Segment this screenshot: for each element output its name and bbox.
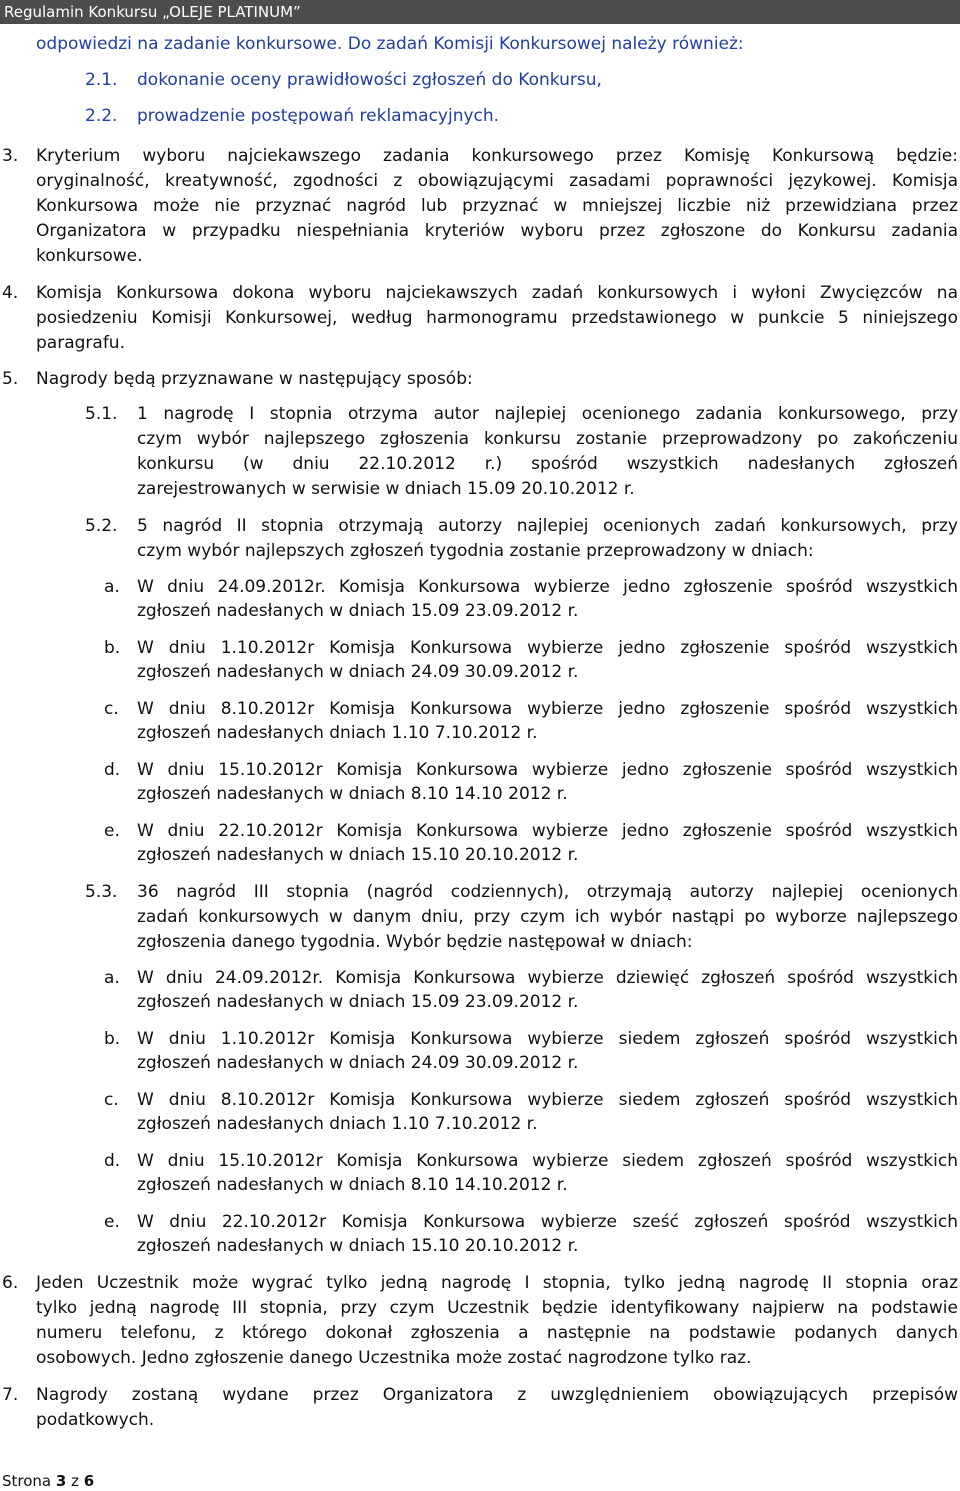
list-letter: b. [104, 638, 121, 658]
list-item-line: W dniu 15.10.2012r Komisja Konkursowa wybierze jedno zgłoszenie spośród wszystkich [137, 760, 958, 780]
list-letter: e. [104, 821, 120, 841]
list-item-line: W dniu 1.10.2012r Komisja Konkursowa wybierze siedem zgłoszeń spośród wszystkich [137, 1029, 958, 1049]
item-number: 2.2. [85, 106, 118, 126]
item-text: prowadzenie postępowań reklamacyjnych. [137, 106, 500, 126]
list-letter: a. [104, 577, 120, 597]
list-item-line: zgłoszeń nadesłanych w dniach 8.10 14.10 2012 r. [137, 784, 568, 804]
page-footer [2, 1472, 94, 1490]
paragraph-number: 6. [2, 1273, 19, 1293]
paragraph-line: paragrafu. [36, 333, 125, 353]
paragraph-number: 4. [2, 283, 19, 303]
footer-label: Strona [2, 1472, 52, 1490]
list-letter: c. [104, 699, 119, 719]
item-text: dokonanie oceny prawidłowości zgłoszeń do Konkursu, [137, 70, 602, 90]
list-letter: c. [104, 1090, 119, 1110]
list-item-line: W dniu 8.10.2012r Komisja Konkursowa wybierze jedno zgłoszenie spośród wszystkich [137, 699, 958, 719]
section-line: czym wybór najlepszego zgłoszenia konkursu zostanie przeprowadzony po zakończeniu [137, 429, 958, 449]
paragraph-line: Kryterium wyboru najciekawszego zadania konkursowego przez Komisję Konkursową będzie: [36, 146, 958, 166]
list-item-line: zgłoszeń nadesłanych dniach 1.10 7.10.2012 r. [137, 723, 538, 743]
list-item-line: zgłoszeń nadesłanych dniach 1.10 7.10.2012 r. [137, 1114, 538, 1134]
paragraph-line: oryginalność, kreatywność, zgodności z obowiązującymi zasadami poprawności językowej. Komisja [36, 171, 958, 191]
list-item-line: zgłoszeń nadesłanych w dniach 15.10 20.10.2012 r. [137, 845, 579, 865]
section-line: 5 nagród II stopnia otrzymają autorzy najlepiej ocenionych zadań konkursowych, przy [137, 516, 958, 536]
paragraph-line: Konkursowa może nie przyznać nagród lub przyznać w mniejszej liczbie niż przewidziana przez [36, 196, 958, 216]
list-item-line: W dniu 22.10.2012r Komisja Konkursowa wybierze sześć zgłoszeń spośród wszystkich [137, 1212, 958, 1232]
item-number: 2.1. [85, 70, 118, 90]
list-item-line: W dniu 24.09.2012r. Komisja Konkursowa wybierze jedno zgłoszenie spośród wszystkich [137, 577, 958, 597]
list-letter: d. [104, 760, 121, 780]
paragraph-line: tylko jedną nagrodę III stopnia, przy czym Uczestnik będzie identyfikowany najpierw na podstawie [36, 1298, 958, 1318]
paragraph-line: Nagrody będą przyznawane w następujący sposób: [36, 369, 473, 389]
list-letter: e. [104, 1212, 120, 1232]
section-line: 36 nagród III stopnia (nagród codziennych), otrzymają autorzy najlepiej ocenionych [137, 882, 958, 902]
list-item-line: W dniu 1.10.2012r Komisja Konkursowa wybierze jedno zgłoszenie spośród wszystkich [137, 638, 958, 658]
section-line: zarejestrowanych w serwisie w dniach 15.09 20.10.2012 r. [137, 479, 635, 499]
section-number: 5.2. [85, 516, 118, 536]
paragraph-line: konkursowe. [36, 246, 143, 266]
document-title: Regulamin Konkursu „OLEJE PLATINUM” [4, 3, 301, 21]
intro-line: odpowiedzi na zadanie konkursowe. Do zadań Komisji Konkursowej należy również: [36, 34, 744, 54]
paragraph-line: Organizatora w przypadku niespełniania kryteriów wyboru przez zgłoszone do Konkursu zadania [36, 221, 958, 241]
section-line: konkursu (w dniu 22.10.2012 r.) spośród wszystkich nadesłanych zgłoszeń [137, 454, 958, 474]
paragraph-line: podatkowych. [36, 1410, 155, 1430]
list-item-line: zgłoszeń nadesłanych w dniach 15.10 20.10.2012 r. [137, 1236, 579, 1256]
list-item-line: W dniu 24.09.2012r. Komisja Konkursowa wybierze dziewięć zgłoszeń spośród wszystkich [137, 968, 958, 988]
list-item-line: zgłoszeń nadesłanych w dniach 24.09 30.09.2012 r. [137, 662, 579, 682]
current-page-number: 3 [55, 1472, 67, 1490]
paragraph-number: 3. [2, 146, 19, 166]
section-line: zadań konkursowych w danym dniu, przy czym ich wybór nastąpi po wyborze najlepszego [137, 907, 958, 927]
document-header [0, 0, 960, 24]
paragraph-line: Komisja Konkursowa dokona wyboru najciekawszych zadań konkursowych i wyłoni Zwycięzców na [36, 283, 958, 303]
paragraph-number: 5. [2, 369, 19, 389]
paragraph-line: numeru telefonu, z którego dokonał zgłoszenia a następnie na podstawie podanych danych [36, 1323, 958, 1343]
paragraph-line: osobowych. Jedno zgłoszenie danego Uczestnika może zostać nagrodzone tylko raz. [36, 1348, 752, 1368]
list-letter: b. [104, 1029, 121, 1049]
list-letter: a. [104, 968, 120, 988]
list-item-line: zgłoszeń nadesłanych w dniach 8.10 14.10.2012 r. [137, 1175, 568, 1195]
list-item-line: W dniu 15.10.2012r Komisja Konkursowa wybierze siedem zgłoszeń spośród wszystkich [137, 1151, 958, 1171]
section-number: 5.1. [85, 404, 118, 424]
list-item-line: zgłoszeń nadesłanych w dniach 15.09 23.09.2012 r. [137, 992, 579, 1012]
paragraph-line: posiedzeniu Komisji Konkursowej, według harmonogramu przedstawionego w punkcie 5 niniejszego [36, 308, 958, 328]
section-line: 1 nagrodę I stopnia otrzyma autor najlepiej ocenionego zadania konkursowego, przy [137, 404, 958, 424]
list-item-line: W dniu 22.10.2012r Komisja Konkursowa wybierze jedno zgłoszenie spośród wszystkich [137, 821, 958, 841]
paragraph-line: Nagrody zostaną wydane przez Organizatora z uwzględnieniem obowiązujących przepisów [36, 1385, 958, 1405]
section-line: czym wybór najlepszych zgłoszeń tygodnia zostanie przeprowadzony w dniach: [137, 541, 814, 561]
section-line: zgłoszenia danego tygodnia. Wybór będzie następował w dniach: [137, 932, 693, 952]
list-item-line: W dniu 8.10.2012r Komisja Konkursowa wybierze siedem zgłoszeń spośród wszystkich [137, 1090, 958, 1110]
section-number: 5.3. [85, 882, 118, 902]
list-item-line: zgłoszeń nadesłanych w dniach 24.09 30.09.2012 r. [137, 1053, 579, 1073]
footer-separator: z [71, 1472, 79, 1490]
paragraph-number: 7. [2, 1385, 19, 1405]
total-page-count: 6 [83, 1472, 95, 1490]
paragraph-line: Jeden Uczestnik może wygrać tylko jedną nagrodę I stopnia, tylko jedną nagrodę II stopnia oraz [36, 1273, 958, 1293]
list-letter: d. [104, 1151, 121, 1171]
list-item-line: zgłoszeń nadesłanych w dniach 15.09 23.09.2012 r. [137, 601, 579, 621]
